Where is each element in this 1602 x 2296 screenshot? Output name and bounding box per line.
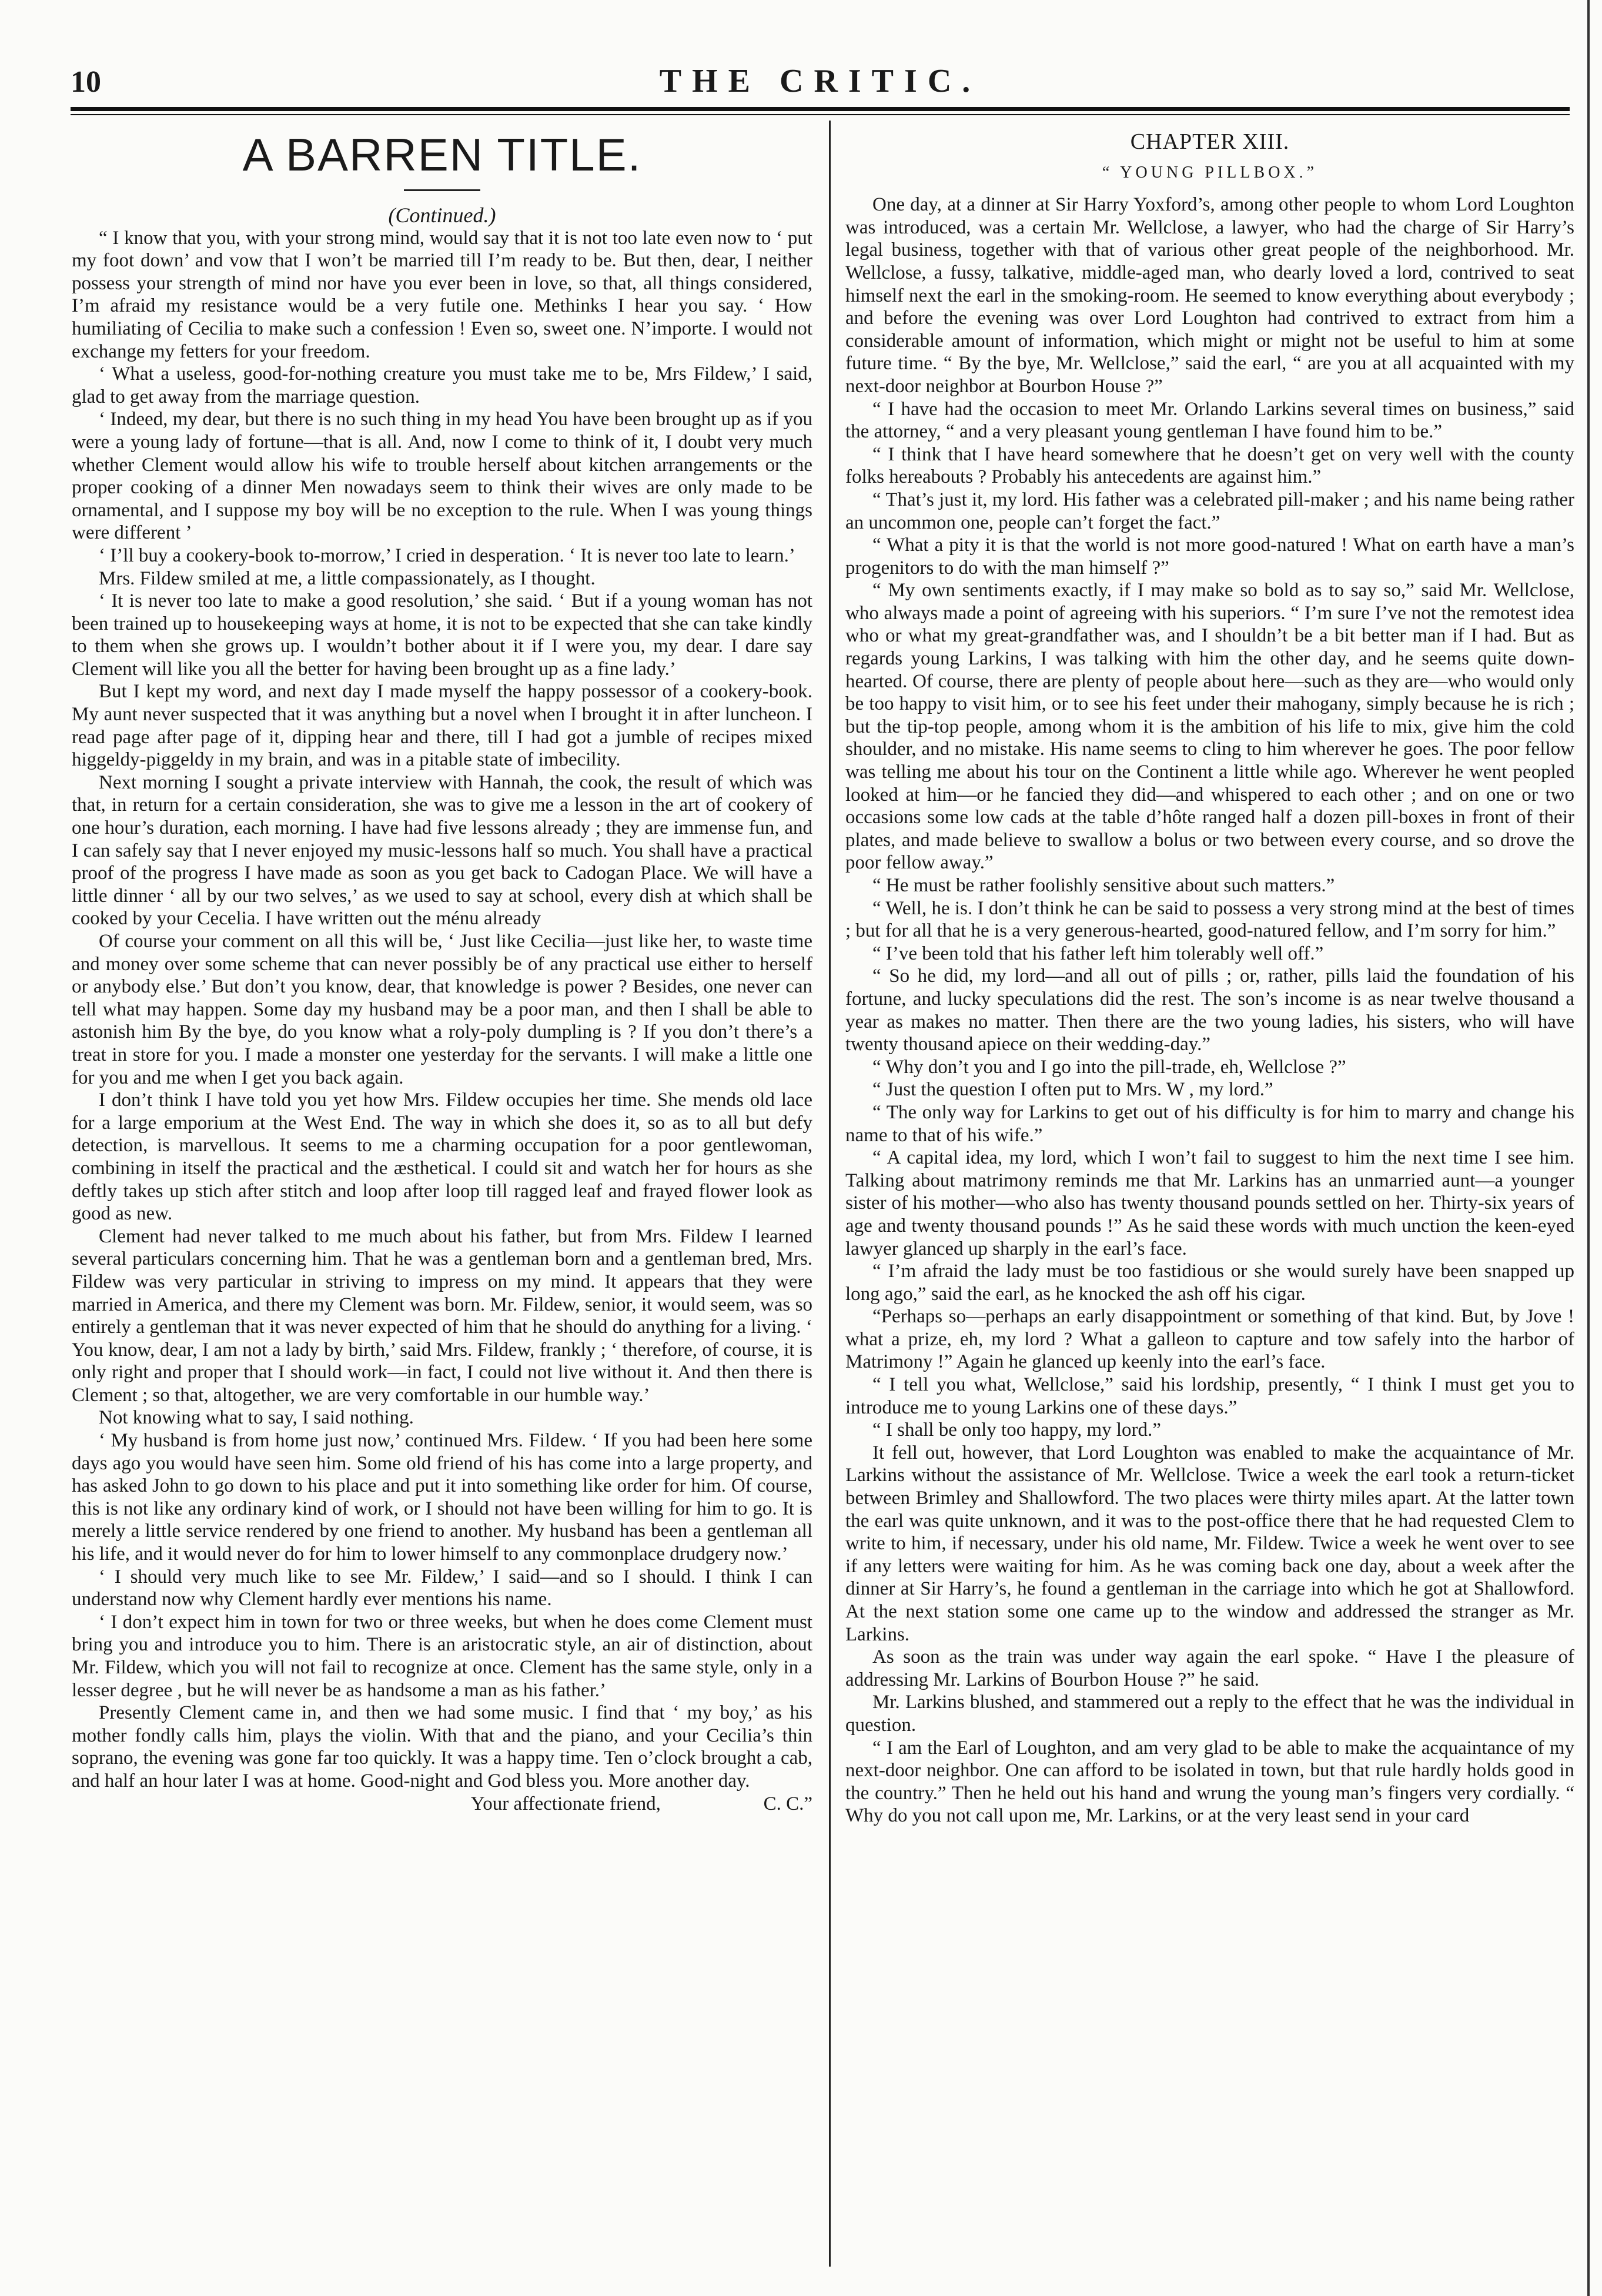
- paragraph: ‘ What a useless, good-for-nothing creature you must take me to be, Mrs Fildew,’ I said, glad to get away from the marriage question.: [72, 363, 812, 407]
- paragraph: As soon as the train was under way again the earl spoke. “ Have I the pleasure of addressing Mr. Larkins of Bourbon House ?” he said.: [845, 1646, 1574, 1690]
- paragraph: “ What a pity it is that the world is not more good-natured ! What on earth have a man’s progenitors to do with the man himself ?”: [845, 534, 1574, 579]
- paragraph: “ My own sentiments exactly, if I may make so bold as to say so,” said Mr. Wellclose, who always made a point of agreeing with his superiors. “ I’m sure I’ve not the remotest idea who or what my great-grandfather was, and I shouldn’t be a bit better man if I had. But as regards young Larkins, I was talking with him the other day, and he seems quite down-hearted. Of course, there are plenty of people about here—such as they are—who would only be too happy to visit him, or to see his feet under their mahogany, simply because he is rich ; but the tip-top people, among whom it is the ambition of his life to mix, give him the cold shoulder, and no mistake. His name seems to cling to him wherever he goes. The poor fellow was telling me about his tour on the Continent a little while ago. Wherever he went peopled looked at him—or he fancied they did—and whispered to each other ; and on one or two occasions some low cads at the table d’hôte ranged half a dozen pill-boxes in front of their plates, and made believe to swallow a bolus or two between every course, and so drove the poor fellow away.”: [845, 580, 1574, 874]
- letter-signoff: [72, 1793, 812, 1816]
- paragraph: Clement had never talked to me much about his father, but from Mrs. Fildew I learned several particulars concerning him. That he was a gentleman born and a gentleman bred, Mrs. Fildew was very particular in striving to impress on my mind. It appears that they were married in America, and there my Clement was born. Mr. Fildew, senior, it would seem, was so entirely a gentleman that it was never expected of him that he should do anything for a living. ‘ You know, dear, I am not a lady by birth,’ said Mrs. Fildew, frankly ; ‘ therefore, of course, it is only right and proper that I should work—in fact, I could not live without it. And then there is Clement ; so that, altogether, we are very comfortable in our humble way.’: [72, 1225, 812, 1406]
- paragraph: ‘ I don’t expect him in town for two or three weeks, but when he does come Clement must bring you and introduce you to him. There is an aristocratic style, an air of distinction, about Mr. Fildew, which you will not fail to recognize at once. Clement has the same style, only in a lesser degree , but he will never be as handsome a man as his father.’: [72, 1611, 812, 1701]
- paragraph: “ Well, he is. I don’t think he can be said to possess a very strong mind at the best of times ; but for all that he is a very generous-hearted, good-natured fellow, and I’m sorry for him.”: [845, 897, 1574, 942]
- paragraph: “ I have had the occasion to meet Mr. Orlando Larkins several times on business,” said the attorney, “ and a very pleasant young gentleman I have found him to be.”: [845, 398, 1574, 443]
- paragraph: It fell out, however, that Lord Loughton was enabled to make the acquaintance of Mr. Larkins without the assistance of Mr. Wellclose. Twice a week the earl took a return-ticket between Brimley and Shallowford. The two places were thirty miles apart. At the latter town the earl was quite unknown, and it was to the post-office there that he had requested Clem to write to him, if necessary, under his old name, Mr. Fildew. Twice a week he went over to see if any letters were waiting for him. As he was coming back one day, about a week after the dinner at Sir Harry’s, he found a gentleman in the carriage into which he got at Shallowford. At the next station some one came up to the window and addressed the stranger as Mr. Larkins.: [845, 1442, 1574, 1645]
- left-column: [72, 123, 812, 1815]
- paragraph: I don’t think I have told you yet how Mrs. Fildew occupies her time. She mends old lace for a large emporium at the West End. The way in which she does it, so as to all but defy detection, is marvellous. It seems to me a charming occupation for a poor gentlewoman, combining in itself the practical and the æsthetical. I could sit and watch her for hours as she deftly takes up stich after stitch and loop after loop till ragged leaf and frayed flower look as good as new.: [72, 1089, 812, 1225]
- page-header: [71, 59, 1570, 106]
- paragraph: Mrs. Fildew smiled at me, a little compassionately, as I thought.: [99, 567, 596, 589]
- header-rule-thick: [71, 107, 1570, 111]
- paragraph: “ I’m afraid the lady must be too fastidious or she would surely have been snapped up long ago,” said the earl, as he knocked the ash off his cigar.: [845, 1261, 1574, 1305]
- paragraph: ‘ It is never too late to make a good resolution,’ she said. ‘ But if a young woman has not been trained up to housekeeping ways at home, it is not to be expected that she can take kindly to them when she grows up. I wouldn’t bother about it if I were you, my dear. I dare say Clement will like you all the better for having been brought up as a fine lady.’: [72, 590, 812, 680]
- paragraph: ‘ I should very much like to see Mr. Fildew,’ I said—and so I should. I think I can understand now why Clement hardly ever mentions his name.: [72, 1566, 812, 1610]
- chapter-subtitle: “ YOUNG PILLBOX.”: [1102, 163, 1318, 182]
- page-edge-line: [1587, 0, 1590, 2296]
- paragraph: “ I tell you what, Wellclose,” said his lordship, presently, “ I think I must get you to introduce me to young Larkins one of these days.”: [845, 1374, 1574, 1418]
- paragraph: “Perhaps so—perhaps an early disappointment or something of that kind. But, by Jove ! what a prize, eh, my lord ? What a galleon to capture and tow safely into the harbor of Matrimony !” Again he glanced up keenly into the earl’s face.: [845, 1306, 1574, 1373]
- signoff-initials: C. C.”: [763, 1793, 812, 1814]
- chapter-heading: CHAPTER XIII.: [1130, 129, 1290, 154]
- paragraph: ‘ Indeed, my dear, but there is no such thing in my head You have been brought up as if you were a young lady of fortune—that is all. And, now I come to think of it, I doubt very much whether Clement would allow his wife to trouble herself about kitchen arrangements or the proper cooking of a dinner Men nowadays seem to think their wives are only made to be ornamental, and I suppose my boy will be no exception to the rule. When I was young things were different ’: [72, 409, 812, 544]
- paragraph: “ I think that I have heard somewhere that he doesn’t get on very well with the county folks hereabouts ? Probably his antecedents are against him.”: [845, 443, 1574, 488]
- paragraph: “ That’s just it, my lord. His father was a celebrated pill-maker ; and his name being rather an uncommon one, people can’t forget the fact.”: [845, 489, 1574, 533]
- paragraph: “ He must be rather foolishly sensitive about such matters.”: [872, 875, 1335, 896]
- paragraph: “ I know that you, with your strong mind, would say that it is not too late even now to ‘ put my foot down’ and vow that I won’t be married till I’m ready to be. But then, dear, I neither possess your strength of mind nor have you ever been in love, so that, all things considered, I’m afraid my resistance would be a very futile one. Methinks I hear you say. ‘ How humiliating of Cecilia to make such a confession ! Even so, sweet one. N’importe. I would not exchange my fetters for your freedom.: [72, 227, 812, 362]
- paragraph: “ I’ve been told that his father left him tolerably well off.”: [872, 943, 1324, 964]
- paragraph: “ A capital idea, my lord, which I won’t fail to suggest to him the next time I see him. Talking about matrimony reminds me that Mr. Larkins has an unmarried aunt—a younger sister of his mother—who also has twenty thousand pounds settled on her. Thirty-six years of age and twenty thousand pounds !” As he said these words with much unction the keen-eyed lawyer glanced up sharply in the earl’s face.: [845, 1147, 1574, 1259]
- paragraph: “ Why don’t you and I go into the pill-trade, eh, Wellclose ?”: [872, 1056, 1346, 1078]
- paragraph: “ Just the question I often put to Mrs. W , my lord.”: [872, 1079, 1273, 1101]
- paragraph: Mr. Larkins blushed, and stammered out a reply to the effect that he was the individual in question.: [845, 1692, 1574, 1736]
- paragraph: Next morning I sought a private interview with Hannah, the cook, the result of which was that, in return for a certain consideration, she was to give me a lesson in the art of cookery of one hour’s duration, each morning. I have had five lessons already ; they are immense fun, and I can safely say that I never enjoyed my music-lessons half so much. You shall have a practical proof of the progress I have made as soon as you get back to Cadogan Place. We will have a little dinner ‘ all by our two selves,’ as we used to say at school, every dish at which shall be cooked by your Cecelia. I have written out the ménu already: [72, 771, 812, 930]
- paragraph: Of course your comment on all this will be, ‘ Just like Cecilia—just like her, to waste time and money over some scheme that can never possibly be of any practical use either to herself or anybody else.’ But don’t you know, dear, that knowledge is power ? Besides, one never can tell what may happen. Some day my husband may be a poor man, and then I shall be able to astonish him By the bye, do you know what a roly-poly dumpling is ? If you don’t there’s a treat in store for you. I made a monster one yesterday for the servants. I will make a little one for you and me when I get you back again.: [72, 931, 812, 1088]
- signoff-closing: Your affectionate friend,: [470, 1793, 661, 1814]
- paragraph: ‘ I’ll buy a cookery-book to-morrow,’ I cried in desperation. ‘ It is never too late to learn.’: [99, 544, 795, 566]
- paragraph: One day, at a dinner at Sir Harry Yoxford’s, among other people to whom Lord Loughton was introduced, was a certain Mr. Wellclose, a lawyer, who had the charge of Sir Harry’s legal business, together with that of various other great people of the neighborhood. Mr. Wellclose, a fussy, talkative, middle-aged man, who dearly loved a lord, contrived to seat himself next the earl in the smoking-room. He seemed to know everything about everybody ; and before the evening was over Lord Loughton had contrived to extract from him a considerable amount of information, which might or might not be useful to him at some future time. “ By the bye, Mr. Wellclose,” said the earl, “ are you at all acquainted with my next-door neighbor at Bourbon House ?”: [845, 194, 1574, 397]
- paragraph: But I kept my word, and next day I made myself the happy possessor of a cookery-book. My aunt never suspected that it was anything but a novel when I brought it in after luncheon. I read page after page of it, dipping hear and there, till I had got a jumble of recipes mixed higgeldy-piggeldy in my brain, and was in a pitable state of imbecility.: [72, 681, 812, 771]
- article-title: A BARREN TITLE.: [242, 129, 642, 181]
- column-divider: [829, 121, 831, 2267]
- header-rule-thin: [71, 114, 1570, 115]
- right-column: [845, 123, 1574, 1827]
- paragraph: Presently Clement came in, and then we had some music. I find that ‘ my boy,’ as his mother fondly calls him, plays the violin. With that and the piano, and your Cecilia’s thin soprano, the evening was gone far too quickly. It was a happy time. Ten o’clock brought a cab, and half an hour later I was at home. Good-night and God bless you. More another day.: [72, 1702, 812, 1792]
- title-rule: [404, 189, 480, 191]
- paragraph: “ So he did, my lord—and all out of pills ; or, rather, pills laid the foundation of his fortune, and lucky speculations did the rest. The son’s income is as near twelve thousand a year as makes no matter. Then there are the two young ladies, his sisters, who will have twenty thousand apiece on their wedding-day.”: [845, 965, 1574, 1055]
- paragraph: Not knowing what to say, I said nothing.: [99, 1407, 414, 1429]
- masthead: THE CRITIC.: [659, 63, 981, 99]
- paragraph: “ The only way for Larkins to get out of his difficulty is for him to marry and change his name to that of his wife.”: [845, 1101, 1574, 1146]
- continued-label: (Continued.): [388, 203, 496, 227]
- paragraph: ‘ My husband is from home just now,’ continued Mrs. Fildew. ‘ If you had been here some days ago you would have seen him. Some old friend of his has come into a large property, and has asked John to go down to his place and put it into something like order for him. Of course, this is not like any ordinary kind of work, or I should not have been willing for him to go. It is merely a little service rendered by one friend to another. My husband has been a gentleman all his life, and it would never do for him to lower himself to any commonplace drudgery now.’: [72, 1430, 812, 1565]
- page-number: 10: [71, 65, 101, 99]
- paragraph: “ I am the Earl of Loughton, and am very glad to be able to make the acquaintance of my next-door neighbor. One can afford to be isolated in town, but that rule hardly holds good in the country.” Then he held out his hand and wrung the young man’s fingers very cordially. “ Why do you not call upon me, Mr. Larkins, or at the very least send in your card: [845, 1737, 1574, 1827]
- paragraph: “ I shall be only too happy, my lord.”: [872, 1419, 1161, 1441]
